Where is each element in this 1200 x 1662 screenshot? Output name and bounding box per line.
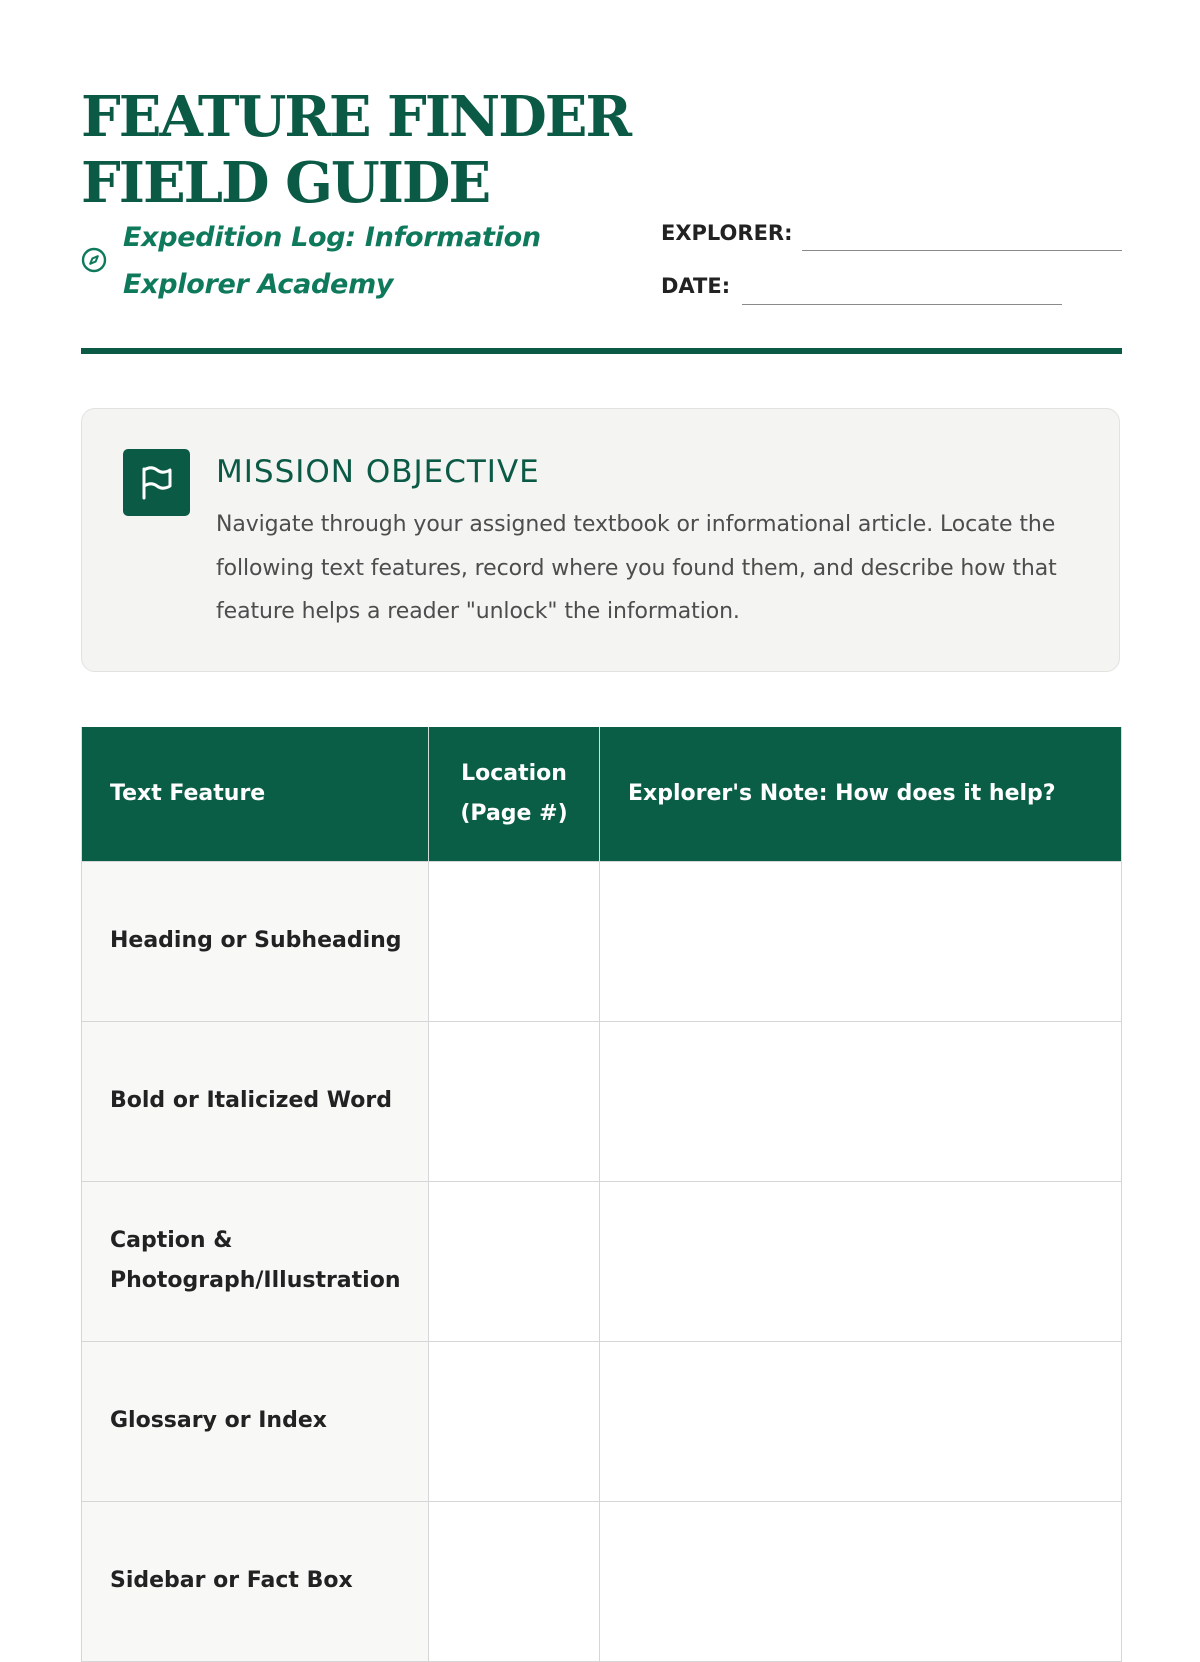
table-row bbox=[82, 1181, 1122, 1341]
table-header-row bbox=[82, 727, 1122, 861]
table-row bbox=[82, 1341, 1122, 1501]
mission-objective-panel bbox=[81, 408, 1120, 672]
text-features-table bbox=[81, 727, 1122, 1662]
table-row bbox=[82, 861, 1122, 1021]
column-header-feature: Text Feature bbox=[82, 727, 429, 861]
table-row bbox=[82, 1501, 1122, 1661]
date-field[interactable] bbox=[742, 304, 1062, 305]
location-cell[interactable] bbox=[429, 1021, 600, 1181]
title-line-2: FIELD GUIDE bbox=[81, 150, 490, 216]
flag-badge bbox=[123, 449, 190, 516]
header-divider bbox=[81, 348, 1122, 354]
explorer-label: EXPLORER: bbox=[661, 221, 793, 245]
location-cell[interactable] bbox=[429, 1501, 600, 1661]
location-cell[interactable] bbox=[429, 1341, 600, 1501]
mission-title: MISSION OBJECTIVE bbox=[216, 454, 540, 490]
feature-cell: Heading or Subheading bbox=[82, 861, 429, 1021]
page-title bbox=[81, 84, 630, 216]
worksheet-page bbox=[81, 0, 1120, 1600]
column-header-note: Explorer's Note: How does it help? bbox=[600, 727, 1122, 861]
date-label: DATE: bbox=[661, 274, 731, 298]
feature-cell: Glossary or Index bbox=[82, 1341, 429, 1501]
explorer-name-field[interactable] bbox=[802, 250, 1122, 251]
location-cell[interactable] bbox=[429, 861, 600, 1021]
title-line-1: FEATURE FINDER bbox=[81, 84, 630, 150]
table-row bbox=[82, 1021, 1122, 1181]
mission-description: Navigate through your assigned textbook or informational article. Locate the following text features, record where you found them, and describe how that feature helps a reader "unlock" the information. bbox=[216, 512, 1057, 624]
note-cell[interactable] bbox=[600, 1181, 1122, 1341]
note-cell[interactable] bbox=[600, 1501, 1122, 1661]
note-cell[interactable] bbox=[600, 1021, 1122, 1181]
feature-cell: Bold or Italicized Word bbox=[82, 1021, 429, 1181]
location-cell[interactable] bbox=[429, 1181, 600, 1341]
subtitle: Expedition Log: Information Explorer Academy bbox=[123, 222, 541, 300]
column-header-location: Location (Page #) bbox=[429, 727, 600, 861]
feature-cell: Caption & Photograph/Illustration bbox=[82, 1181, 429, 1341]
feature-cell: Sidebar or Fact Box bbox=[82, 1501, 429, 1661]
compass-icon bbox=[81, 247, 107, 273]
flag-icon bbox=[138, 464, 175, 501]
note-cell[interactable] bbox=[600, 1341, 1122, 1501]
note-cell[interactable] bbox=[600, 861, 1122, 1021]
